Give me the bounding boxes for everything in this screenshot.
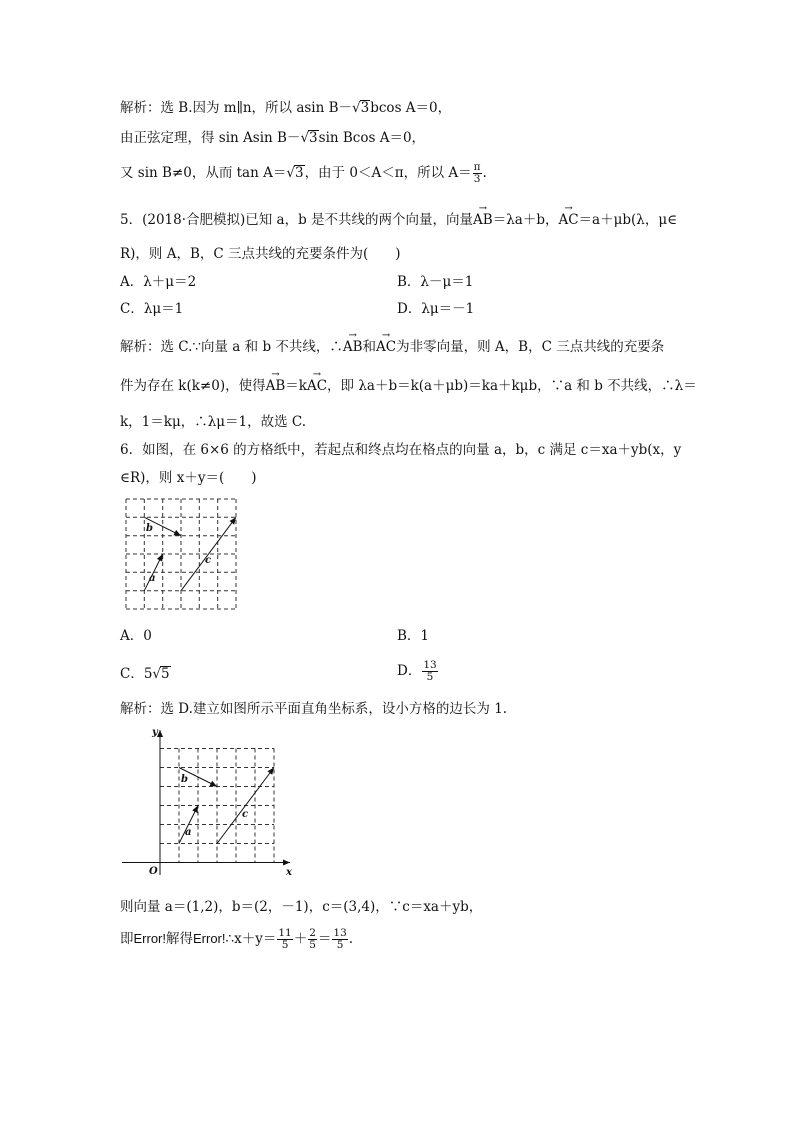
q5-stem-line-2: R)，则 A，B，C 三点共线的充要条件为( ) [120,246,401,262]
vector-b-label: b [146,523,153,534]
q6-option-b: B．1 [397,628,430,644]
prev-solution-line-2: 由正弦定理，得 sin Asin B－√3sin Bcos A＝0， [120,130,426,146]
q5-solution-line-3: k，1＝kμ，∴λμ＝1，故选 C. [120,414,307,430]
q6-option-d: D． $\frac{13}{5}$ [397,659,437,683]
q6-grid-figure [124,497,244,615]
q5-solution-line-1: 解析：选 C.∵向量 a 和 b 不共线，∴→ AB和→ AC为非零向量，则 A，B，C 三点共线的充要条 [120,338,664,356]
grid-lines [126,499,236,609]
q5-option-d: D．λμ＝－1 [397,301,475,317]
q6-coordinate-figure [120,725,296,877]
q6-option-a: A．0 [120,628,152,644]
q5-option-a: A．λ＋μ＝2 [120,274,197,290]
q6-stem-line-1: 6．如图，在 6×6 的方格纸中，若起点和终点均在格点的向量 a，b，c 满足 c＝xa＋yb(x，y [120,442,682,458]
x-axis-label: x [286,867,292,877]
q6-option-c: C．5√5 [120,666,170,682]
q5-option-c: C．λμ＝1 [120,301,184,317]
q6-solution-line-2: 则向量 a＝(1,2)，b＝(2，－1)，c＝(3,4)，∵c＝xa＋yb， [120,899,483,915]
y-axis-label: y [152,727,158,738]
prev-solution-line-3: 又 sin B≠0，从而 tan A＝√3，由于 0＜A＜π，所以 A＝ $\frac{\pi}{3}$ . [120,161,487,185]
vector-c-label: c [242,809,249,820]
q6-stem-line-2: ∈R)，则 x＋y＝( ) [120,470,257,486]
origin-label: O [149,866,158,877]
prev-solution-line-1: 解析：选 B.因为 m∥n，所以 asin B－√3bcos A＝0， [120,100,452,116]
q5-option-b: B．λ－μ＝1 [397,274,474,290]
vector-a-label: a [149,573,156,584]
q6-solution-line-3: 即Error!解得Error!∴x＋y＝ $\frac{11}{5}$ ＋ $\frac{2}{5}$ ＝ $\frac{13}{5}$ . [120,927,354,951]
grid-lines [160,749,274,863]
vector-c-label: c [205,555,212,566]
q6-solution-line-1: 解析：选 D.建立如图所示平面直角坐标系，设小方格的边长为 1. [120,701,508,717]
q5-stem-line-1: 5．(2018·合肥模拟)已知 a，b 是不共线的两个向量，向量→ AB＝λa＋b，→ AC＝a＋μb(λ，μ∈ [120,211,677,229]
q5-solution-line-2: 件为存在 k(k≠0)，使得→ AB＝k→ AC，即 λa＋b＝k(a＋μb)＝ka＋kμb，∵a 和 b 不共线，∴λ＝ [120,377,697,395]
vector-a-label: a [185,827,192,838]
vector-b-label: b [181,774,188,785]
